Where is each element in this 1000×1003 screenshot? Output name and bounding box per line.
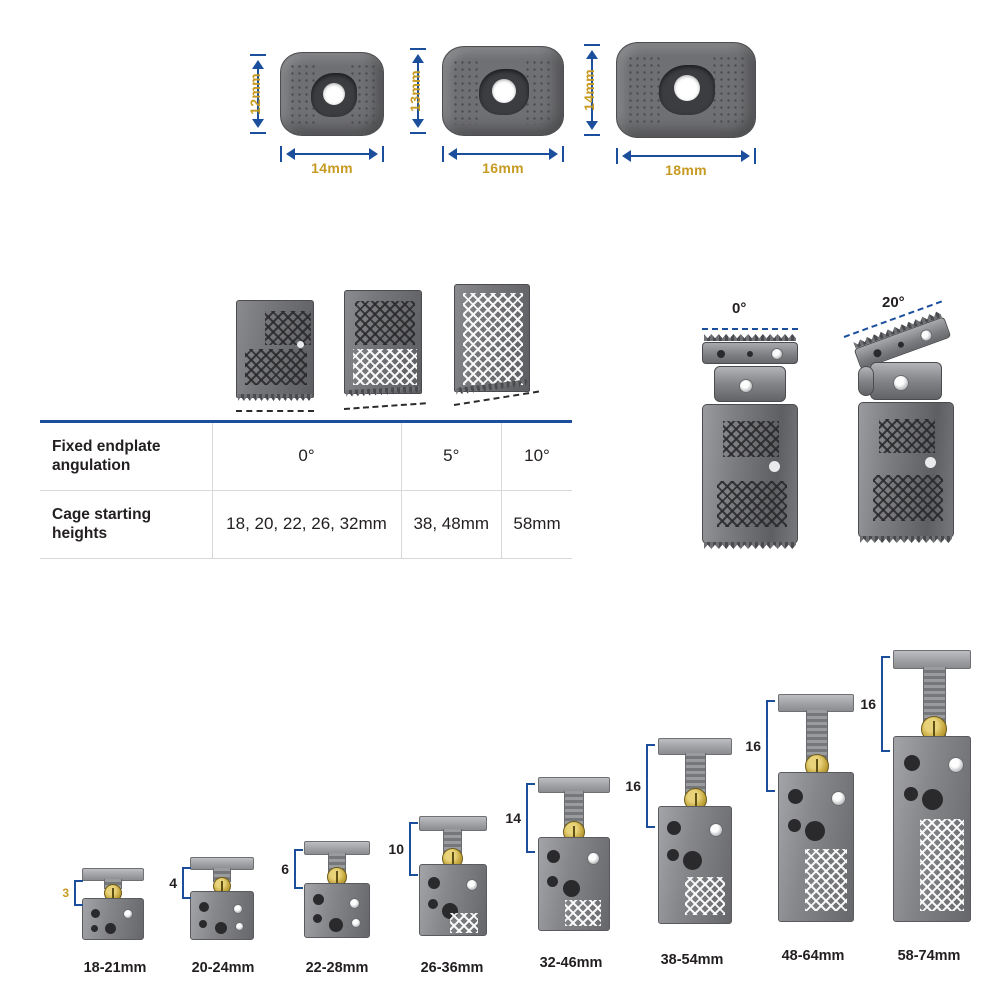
screw-hole [872,348,882,358]
width-dimension-14mm [280,146,384,176]
expansion-bracket [281,849,303,889]
angulation-illustrations [0,280,600,420]
mesh-pattern [355,301,415,345]
expansion-value: 16 [625,778,641,794]
series-item-32-46 [505,755,632,1000]
center-hole [492,79,516,103]
graft-hole [788,819,801,832]
graft-hole [904,787,918,801]
height-dimension-12mm [246,54,266,134]
series-label: 20-24mm [191,960,255,976]
lock-hole [123,909,133,919]
table-row [40,422,572,491]
expansion-value: 16 [860,696,876,712]
series-label: 58-74mm [897,948,961,964]
series-label: 18-21mm [83,960,147,976]
footprint-14x12 [246,48,410,178]
series-label: 22-28mm [305,960,369,976]
height-label: 14mm [580,69,597,111]
expansion-value: 4 [169,875,177,891]
cage-body [858,402,954,538]
series-label: 32-46mm [539,955,603,971]
angle-label-0: 0° [732,300,747,317]
angulation-reference-line [454,391,539,406]
expansion-bracket [169,867,191,899]
articulating-endplate [702,342,798,364]
expansion-value: 14 [505,810,521,826]
width-label: 18mm [665,162,707,178]
pivot-pin [739,379,753,393]
height-label: 12mm [246,73,263,115]
mesh-pattern-light [805,849,847,911]
cage-top-view [616,42,756,138]
graft-hole [91,925,98,932]
surface-texture [452,59,482,125]
cage-illustration-0deg [232,300,318,410]
articulating-endplate-group [851,307,955,369]
angulation-reference-line [344,402,426,410]
mesh-pattern-light [463,293,523,385]
graft-hole [215,922,227,934]
reference-line-0deg [702,328,798,330]
cage-base [893,736,971,922]
mesh-pattern [879,419,935,453]
lock-hole [587,852,600,865]
surface-texture [627,55,661,125]
expansion-value: 10 [388,841,404,857]
mesh-pattern [873,475,943,521]
mesh-pattern [245,349,307,385]
graft-hole [922,789,943,810]
lock-hole [466,879,478,891]
cell-angulation-0: 0° [212,422,401,491]
cage-base [778,772,854,922]
expansion-bracket [62,880,83,906]
screw-hole [897,341,905,349]
graft-hole [428,877,440,889]
side-hole [297,341,304,348]
articulation-section [660,290,990,580]
cell-angulation-5: 5° [401,422,502,491]
cage-base [538,837,610,931]
cage-illustration-10deg [450,284,550,412]
row-header-angulation: Fixed endplate angulation [40,422,212,491]
series-item-58-74 [860,640,993,1000]
series-label: 26-36mm [420,960,484,976]
expansion-value: 6 [281,861,289,877]
mesh-pattern [717,481,787,527]
row-header-heights: Cage starting heights [40,490,212,558]
expansion-bracket [860,656,890,752]
cage-body [702,404,798,544]
lock-hole [709,823,723,837]
expansion-value: 3 [62,886,69,900]
width-label: 14mm [311,160,353,176]
graft-hole [313,914,322,923]
center-hole [674,75,700,101]
footprint-section [0,0,1000,200]
graft-hole [667,821,681,835]
pivot-pin [893,375,909,391]
cage-illustration-5deg [340,290,430,410]
pivot-collar [714,366,786,402]
angle-label-20: 20° [882,294,905,311]
mesh-pattern [265,311,311,345]
expansion-series-section [0,620,1000,1003]
cage-top-view [442,46,564,136]
cage-base [304,883,370,938]
mesh-pattern-light [920,819,964,911]
screw-hole [919,328,934,343]
height-dimension-14mm [580,44,600,136]
side-hole [769,461,780,472]
series-item-48-64 [745,680,876,1000]
endplate-teeth [704,334,796,341]
mesh-pattern-light [450,913,478,933]
series-item-20-24 [168,835,278,1000]
endplate-teeth [860,536,952,543]
series-item-22-28 [280,815,394,1000]
device-20deg [830,290,980,570]
angulation-table [40,420,572,559]
cage-top-view [280,52,384,136]
series-item-38-54 [625,720,754,1000]
width-dimension-16mm [442,146,564,176]
expansion-bracket [625,744,655,828]
side-hole [925,457,936,468]
surface-texture [711,55,745,125]
series-label: 48-64mm [781,948,845,964]
pivot-arm [858,366,874,396]
cell-heights-0: 18, 20, 22, 26, 32mm [212,490,401,558]
height-dimension-13mm [406,48,426,134]
graft-hole [667,849,679,861]
graft-hole [199,920,207,928]
footprint-18x14 [578,40,776,178]
lock-hole [948,757,964,773]
expansion-bracket [745,700,775,792]
series-label: 38-54mm [660,952,724,968]
pivot-collar [870,362,942,400]
graft-hole [91,909,100,918]
cell-heights-5: 38, 48mm [401,490,502,558]
mesh-pattern-light [353,349,417,385]
cage-base [419,864,487,936]
cage-base [190,891,254,940]
mesh-pattern [723,421,779,457]
cell-heights-10: 58mm [502,490,573,558]
endplate-teeth [238,394,312,401]
series-item-26-36 [388,790,511,1000]
graft-hole [428,899,438,909]
screw-hole [717,350,725,358]
screw-hole [771,348,783,360]
lock-hole [233,904,243,914]
graft-hole [683,851,702,870]
cage-body [344,290,422,394]
width-label: 16mm [482,160,524,176]
graft-hole [329,918,343,932]
table-row [40,490,572,558]
expansion-value: 16 [745,738,761,754]
graft-hole [105,923,116,934]
expansion-bracket [505,783,535,853]
cage-body [236,300,314,398]
cage-base [658,806,732,924]
screw-hole [747,351,753,357]
graft-hole [199,902,209,912]
graft-hole [547,850,560,863]
cell-angulation-10: 10° [502,422,573,491]
width-dimension-18mm [616,148,756,178]
mesh-pattern-light [685,877,725,915]
height-label: 13mm [406,70,423,112]
series-item-18-21 [60,850,170,1000]
graft-hole [563,880,580,897]
endplate-teeth [704,542,796,549]
graft-hole [788,789,803,804]
graft-hole [313,894,324,905]
angulation-reference-line [236,410,314,412]
center-hole [323,83,345,105]
expansion-bracket [388,822,418,876]
device-0deg [680,300,810,570]
footprint-16x13 [406,44,588,178]
graft-hole [904,755,920,771]
lock-hole [831,791,846,806]
cage-body [454,284,530,392]
lock-hole [349,898,360,909]
lock-hole [351,918,361,928]
cage-base [82,898,144,940]
lock-hole [235,922,244,931]
graft-hole [547,876,558,887]
mesh-pattern-light [565,900,601,926]
graft-hole [805,821,825,841]
